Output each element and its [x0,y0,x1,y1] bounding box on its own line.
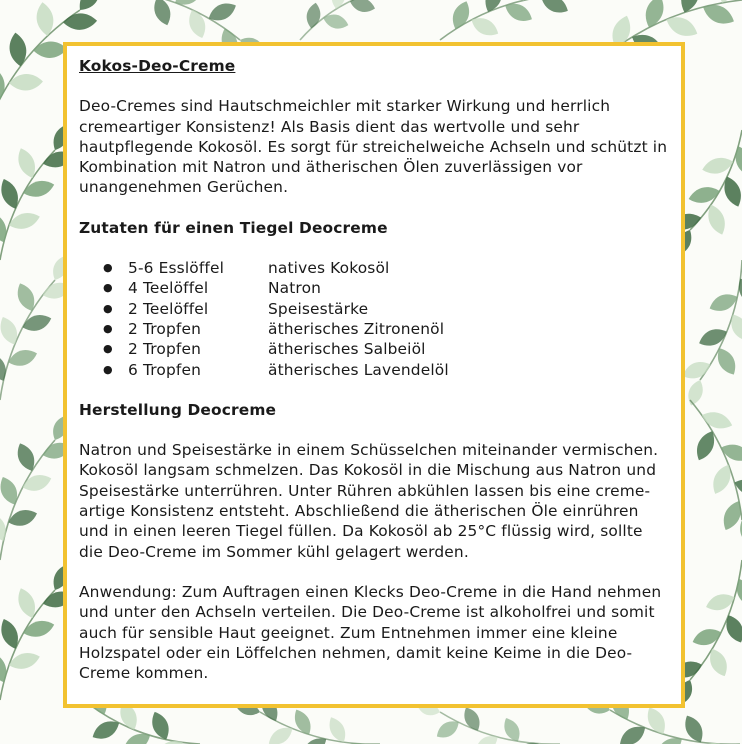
leaf-icon [0,66,7,102]
leaf-icon [720,174,742,209]
leaf-icon [685,378,707,408]
leaf-icon [7,209,42,232]
leaf-icon [705,646,731,680]
leaf-icon [20,311,53,334]
leaf-icon [687,184,722,207]
leaf-icon [348,0,377,15]
leaf-icon [14,586,40,621]
leaf-icon [468,13,502,40]
leaf-icon [449,0,474,32]
leaf-icon [206,0,240,25]
method-paragraph: Natron und Speisestärke in einem Schüsselchen miteinander vermischen. Kokosöl langsam schmelzen. Das Kokosöl in die Mischung aus Natron und Speisestärke unterrühren. Unter Rühren abkühlen lassen bis eine creme-artige Konsistenz entsteht. Abschließend die ätherischen Öle einrühren und in einen leeren Tiegel füllen. Da Kokosöl ab 25°C flüssig wird, sollte die Deo-Creme im Sommer kühl gelagert werden. [79,441,659,561]
leaf-icon [74,0,105,15]
ingredient-name: ätherisches Lavendelöl [268,360,449,379]
ingredient-name: ätherisches Salbeiöl [268,340,426,359]
ingredient-item [79,299,669,319]
leaf-icon [704,590,737,614]
leaf-icon [21,177,56,200]
leaf-icon [13,440,39,473]
leaf-icon [0,650,11,685]
leaf-icon [460,704,484,733]
leaf-icon [641,0,668,30]
leaf-icon [89,716,123,743]
leaf-icon [616,721,649,744]
leaf-icon [6,346,39,369]
leaf-icon [21,617,56,640]
leaf-icon [0,176,22,211]
leaf-icon [0,350,10,383]
bullet-icon: ● [103,321,113,335]
leaf-icon [330,0,348,10]
ingredient-quantity: 6 Tropfen [128,360,201,379]
leaf-icon [719,498,742,533]
leaf-icon [13,280,39,313]
ingredient-name: Natron [268,279,322,298]
ingredient-quantity: 5-6 Esslöffel [128,259,225,278]
ingredient-quantity: 2 Tropfen [128,340,201,359]
leaf-icon [0,510,10,543]
leaf-icon [305,2,323,30]
leaf-icon [719,440,742,464]
bullet-icon: ● [103,342,113,356]
recipe-card [63,42,685,708]
leaf-icon [708,462,735,497]
leaf-icon [6,506,39,529]
ingredient-item [79,339,669,359]
leaf-icon [722,612,742,646]
bullet-icon: ● [103,281,113,295]
ingredient-quantity: 2 Teelöffel [128,299,209,318]
intro-paragraph: Deo-Cremes sind Hautschmeichler mit starker Wirkung und herrlich cremeartiger Konsistenz! Als Basis dient das wertvolle und sehr hautpflegende Kokosöl. Es sorgt für streichelweiche Achseln und schützt in Kombination mit Natron und ätherischen Ölen zuverlässigen vor unangenehmen Gerüchen. [79,97,668,197]
leaf-icon [150,0,174,28]
leaf-icon [20,471,53,494]
ingredient-item [79,278,669,298]
leaf-icon [0,210,11,245]
leaf-icon [704,202,729,237]
ingredient-name: Speisestärke [268,299,369,318]
bullet-icon: ● [103,362,113,376]
ingredient-item [79,360,669,380]
leaf-icon [713,345,741,379]
ingredients-heading: Zutaten für einen Tiegel Deocreme [79,218,388,237]
ingredient-name: natives Kokosöl [268,259,390,278]
bullet-icon: ● [103,301,113,315]
leaf-icon [663,12,701,41]
leaf-icon [502,0,536,26]
leaf-icon [433,717,462,742]
ingredient-quantity: 4 Teelöffel [128,279,209,298]
leaf-icon [63,13,98,31]
bullet-icon: ● [103,261,113,275]
ingredient-item [79,319,669,339]
leaf-icon [0,314,22,347]
recipe-title: Kokos-Deo-Creme [79,57,236,75]
usage-paragraph: Anwendung: Zum Auftragen einen Klecks Deo-Creme in die Hand nehmen und unter den Achseln verteilen. Die Deo-Creme ist alkoholfrei und somit auch für sensible Haut geeignet. Zum Entnehmen immer eine kleine Holzspatel oder ein Löffelchen nehmen, damit keine Keime in die Deo-Creme kommen. [79,582,662,683]
leaf-icon [692,428,719,463]
ingredient-quantity: 2 Tropfen [128,319,201,338]
ingredient-list [79,258,669,380]
leaf-icon [700,154,735,177]
leaf-icon [0,474,22,507]
leaf-icon [14,146,40,181]
leaf-icon [321,12,350,32]
leaf-icon [7,649,42,672]
leaf-icon [7,31,28,67]
leaf-icon [732,576,742,610]
leaf-icon [0,616,22,651]
ingredient-item [79,258,669,278]
ingredient-name: ätherisches Zitronenöl [268,319,445,338]
stem-icon [440,712,560,744]
leaf-icon [265,723,296,744]
method-heading: Herstellung Deocreme [79,400,277,419]
leaf-icon [538,0,572,18]
